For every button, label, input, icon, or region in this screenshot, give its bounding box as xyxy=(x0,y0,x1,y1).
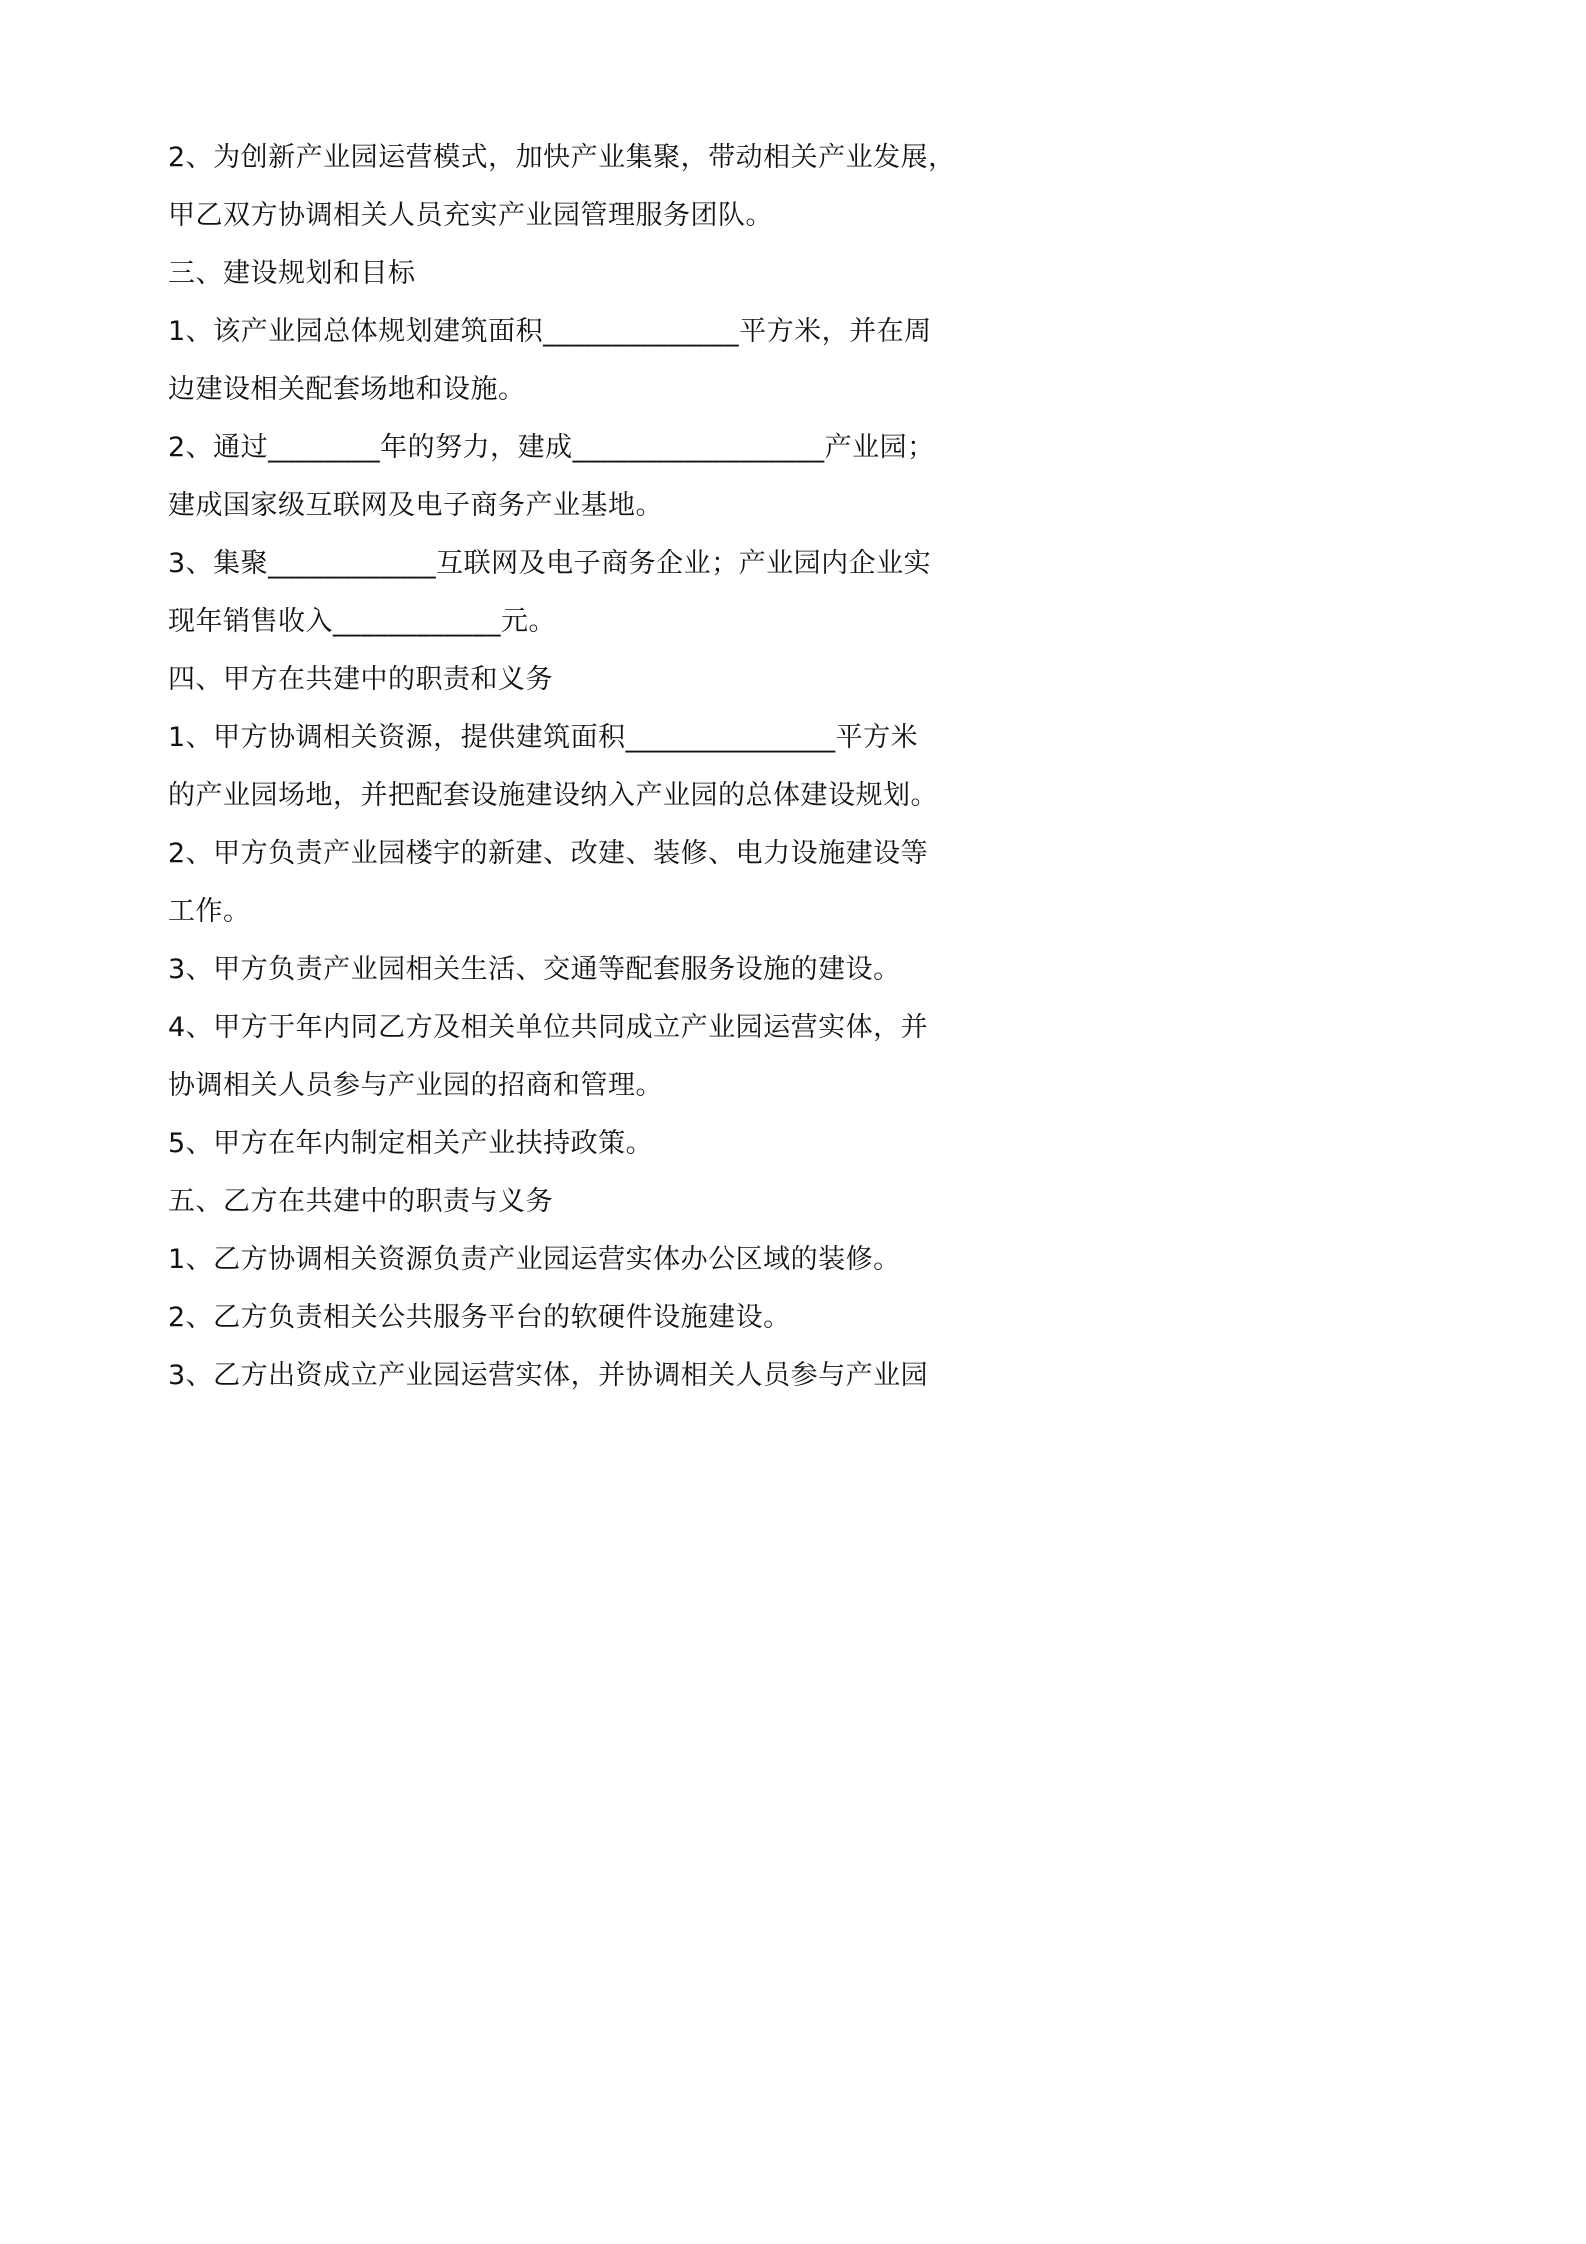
paragraph-line: 工作。 xyxy=(168,896,251,927)
section-heading: 四、甲方在共建中的职责和义务 xyxy=(168,664,553,695)
paragraph-line: 3、集聚____________互联网及电子商务企业；产业园内企业实 xyxy=(168,548,932,579)
paragraph-line: 3、甲方负责产业园相关生活、交通等配套服务设施的建设。 xyxy=(168,954,901,985)
paragraph-line: 2、为创新产业园运营模式，加快产业集聚，带动相关产业发展， xyxy=(168,142,956,173)
document-page xyxy=(0,0,1110,1571)
paragraph-line: 2、通过________年的努力，建成__________________产业园； xyxy=(168,432,935,463)
paragraph-line: 3、乙方出资成立产业园运营实体，并协调相关人员参与产业园 xyxy=(168,1360,929,1391)
section-heading: 五、乙方在共建中的职责与义务 xyxy=(168,1186,553,1217)
paragraph-line: 2、甲方负责产业园楼宇的新建、改建、装修、电力设施建设等 xyxy=(168,838,929,869)
paragraph-line: 1、乙方协调相关资源负责产业园运营实体办公区域的装修。 xyxy=(168,1244,901,1275)
paragraph-line: 边建设相关配套场地和设施。 xyxy=(168,374,526,405)
paragraph-line: 协调相关人员参与产业园的招商和管理。 xyxy=(168,1070,663,1101)
paragraph-line: 4、甲方于年内同乙方及相关单位共同成立产业园运营实体，并 xyxy=(168,1012,929,1043)
paragraph-line: 的产业园场地，并把配套设施建设纳入产业园的总体建设规划。 xyxy=(168,780,938,811)
paragraph-line: 建成国家级互联网及电子商务产业基地。 xyxy=(168,490,663,521)
paragraph-line: 现年销售收入____________元。 xyxy=(168,606,556,637)
paragraph-line: 甲乙双方协调相关人员充实产业园管理服务团队。 xyxy=(168,200,773,231)
section-heading: 三、建设规划和目标 xyxy=(168,258,416,289)
paragraph-line: 2、乙方负责相关公共服务平台的软硬件设施建设。 xyxy=(168,1302,791,1333)
paragraph-line: 1、该产业园总体规划建筑面积______________平方米，并在周 xyxy=(168,316,932,347)
paragraph-line: 1、甲方协调相关资源，提供建筑面积_______________平方米 xyxy=(168,722,919,753)
paragraph-line: 5、甲方在年内制定相关产业扶持政策。 xyxy=(168,1128,654,1159)
